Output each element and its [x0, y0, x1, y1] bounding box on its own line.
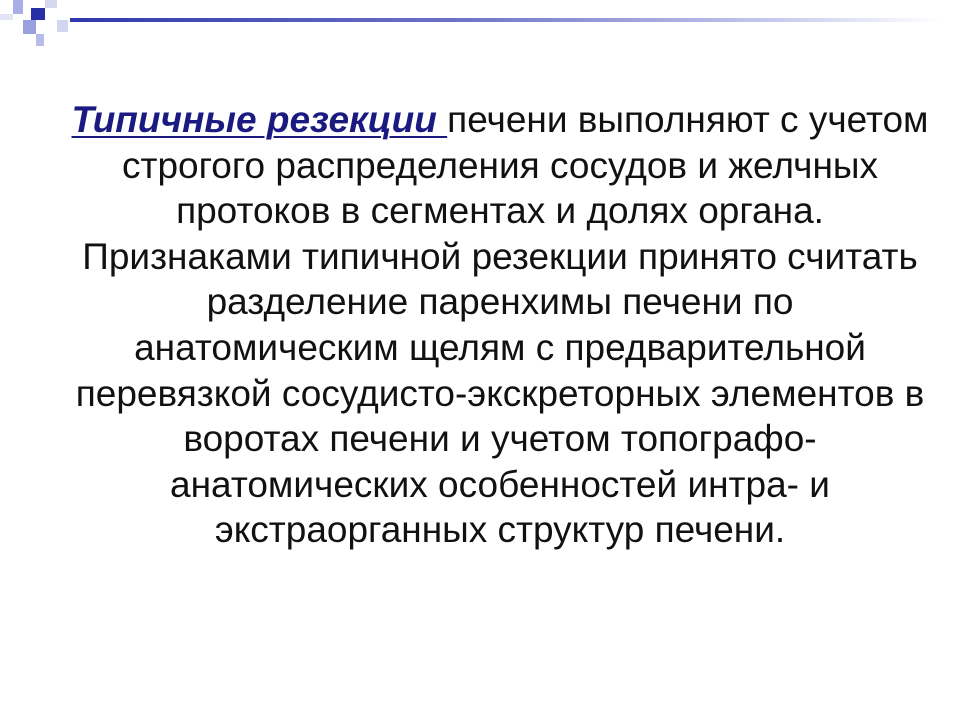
decor-square [31, 8, 45, 20]
decor-square [23, 20, 36, 34]
decor-square [36, 34, 44, 46]
body-paragraph: печени выполняют с учетом строгого распределения сосудов и желчных протоков в сегментах и долях органа. Признаками типичной резекции принято считать разделение паренхимы печени по анатомическим щелям с предварительной перевязкой сосудисто-экскреторных элементов в воротах печени и учетом топографо-анатомических особенностей интра- и экстраорганных структур печени. [75, 99, 929, 551]
decor-square [57, 20, 68, 32]
decor-square [45, 0, 57, 8]
decor-square [0, 14, 13, 20]
decor-square [13, 0, 23, 14]
header-gradient-bar [70, 18, 940, 22]
hyperlink-term[interactable]: Типичные резекции [71, 99, 448, 140]
slide-body-text [70, 97, 930, 553]
